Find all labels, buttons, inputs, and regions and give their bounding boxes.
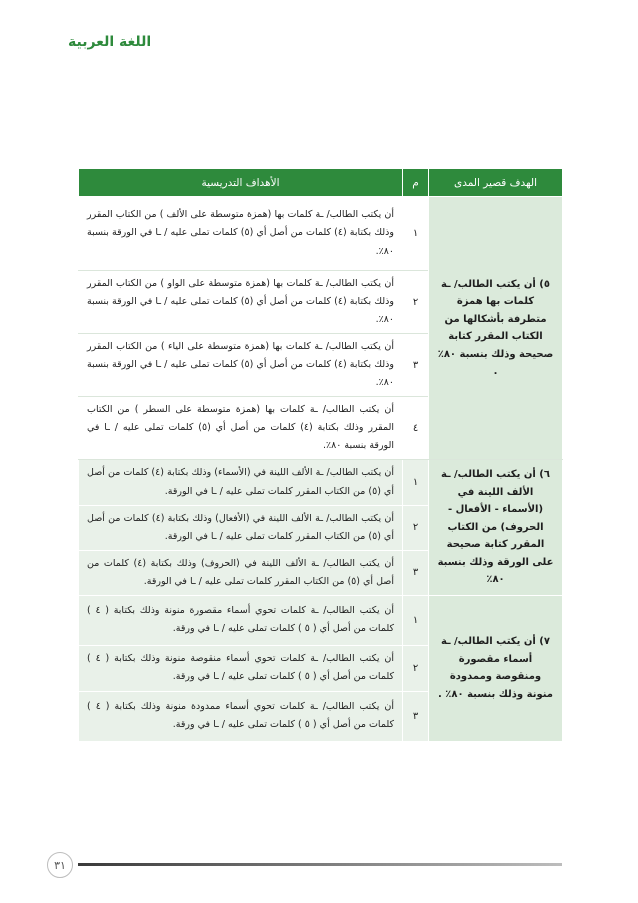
header-num: م bbox=[403, 169, 429, 197]
row-number: ١ bbox=[403, 197, 429, 271]
objective-text: أن يكتب الطالب/ ـة كلمات تحوي أسماء منقوصة منونة وذلك بكتابة ( ٤ ) كلمات من أصل أي ( ٥ ) كلمات تملى عليه / ـا في ورقة. bbox=[79, 645, 403, 691]
short-goal-cell: ٦) أن يكتب الطالب/ ـة الألف اللينة في (الأسماء - الأفعال - الحروف) من الكتاب المقرر كتابة صحيحة على الورقة وذلك بنسبة ٨٠٪ bbox=[429, 460, 563, 596]
table-row bbox=[79, 460, 563, 505]
table-row bbox=[79, 197, 563, 271]
header-subject: اللغة العربية bbox=[68, 34, 152, 50]
short-goal-cell: ٥) أن يكتب الطالب/ ـة كلمات بها همزة متطرفة بأشكالها من الكتاب المقرر كتابة صحيحة وذلك بنسبة ٨٠٪ . bbox=[429, 197, 563, 460]
table-row bbox=[79, 595, 563, 645]
header-short-goal: الهدف قصير المدى bbox=[429, 169, 563, 197]
row-number: ٣ bbox=[403, 334, 429, 397]
objective-text: أن يكتب الطالب/ ـة الألف اللينة في (الأسماء) وذلك بكتابة (٤) كلمات من أصل أي (٥) من الكتاب المقرر كلمات تملى عليه / ـا في الورقة. bbox=[79, 460, 403, 505]
objective-text: أن يكتب الطالب/ ـة كلمات بها (همزة متوسطة على الياء ) من الكتاب المقرر وذلك بكتابة (٤) كلمات من أصل أي (٥) كلمات تملى عليه / ـا في الورقة بنسبة ٨٠٪. bbox=[79, 334, 403, 397]
objective-text: أن يكتب الطالب/ ـة الألف اللينة في (الحروف) وذلك بكتابة (٤) كلمات من أصل أي (٥) من الكتاب المقرر كلمات تملى عليه / ـا في الورقة. bbox=[79, 550, 403, 595]
objective-text: أن يكتب الطالب/ ـة الألف اللينة في (الأفعال) وذلك بكتابة (٤) كلمات من أصل أي (٥) من الكتاب المقرر كلمات تملى عليه / ـا في الورقة. bbox=[79, 505, 403, 550]
objective-text: أن يكتب الطالب/ ـة كلمات تحوي أسماء مقصورة منونة وذلك بكتابة ( ٤ ) كلمات من أصل أي ( ٥ ) كلمات تملى عليه / ـا في ورقة. bbox=[79, 595, 403, 645]
row-number: ٤ bbox=[403, 397, 429, 460]
row-number: ٢ bbox=[403, 271, 429, 334]
objective-text: أن يكتب الطالب/ ـة كلمات بها (همزة متوسطة على السطر ) من الكتاب المقرر وذلك بكتابة (٤) كلمات من أصل أي (٥) كلمات تملى عليه / ـا في الورقة بنسبة ٨٠٪. bbox=[79, 397, 403, 460]
row-number: ١ bbox=[403, 595, 429, 645]
short-goal-cell: ٧) أن يكتب الطالب/ ـة أسماء مقصورة ومنقوصة وممدودة منونة وذلك بنسبة ٨٠٪ . bbox=[429, 595, 563, 741]
row-number: ١ bbox=[403, 460, 429, 505]
header-objectives: الأهداف التدريسية bbox=[79, 169, 403, 197]
row-number: ٣ bbox=[403, 691, 429, 741]
page-number: ٣١ bbox=[54, 858, 66, 872]
objective-text: أن يكتب الطالب/ ـة كلمات بها (همزة متوسطة على الألف ) من الكتاب المقرر وذلك بكتابة (٤) كلمات من أصل أي (٥) كلمات تملى عليه / ـا في الورقة بنسبة ٨٠٪. bbox=[79, 197, 403, 271]
objective-text: أن يكتب الطالب/ ـة كلمات بها (همزة متوسطة على الواو ) من الكتاب المقرر وذلك بكتابة (٤) كلمات من أصل أي (٥) كلمات تملى عليه / ـا في الورقة بنسبة ٨٠٪. bbox=[79, 271, 403, 334]
table-header-row bbox=[79, 169, 563, 197]
page-number-badge bbox=[47, 852, 73, 878]
footer-divider bbox=[78, 863, 562, 866]
row-number: ٣ bbox=[403, 550, 429, 595]
objective-text: أن يكتب الطالب/ ـة كلمات تحوي أسماء ممدودة منونة وذلك بكتابة ( ٤ ) كلمات من أصل أي ( ٥ ) كلمات تملى عليه / ـا في ورقة. bbox=[79, 691, 403, 741]
objectives-table bbox=[78, 168, 563, 742]
row-number: ٢ bbox=[403, 505, 429, 550]
row-number: ٢ bbox=[403, 645, 429, 691]
